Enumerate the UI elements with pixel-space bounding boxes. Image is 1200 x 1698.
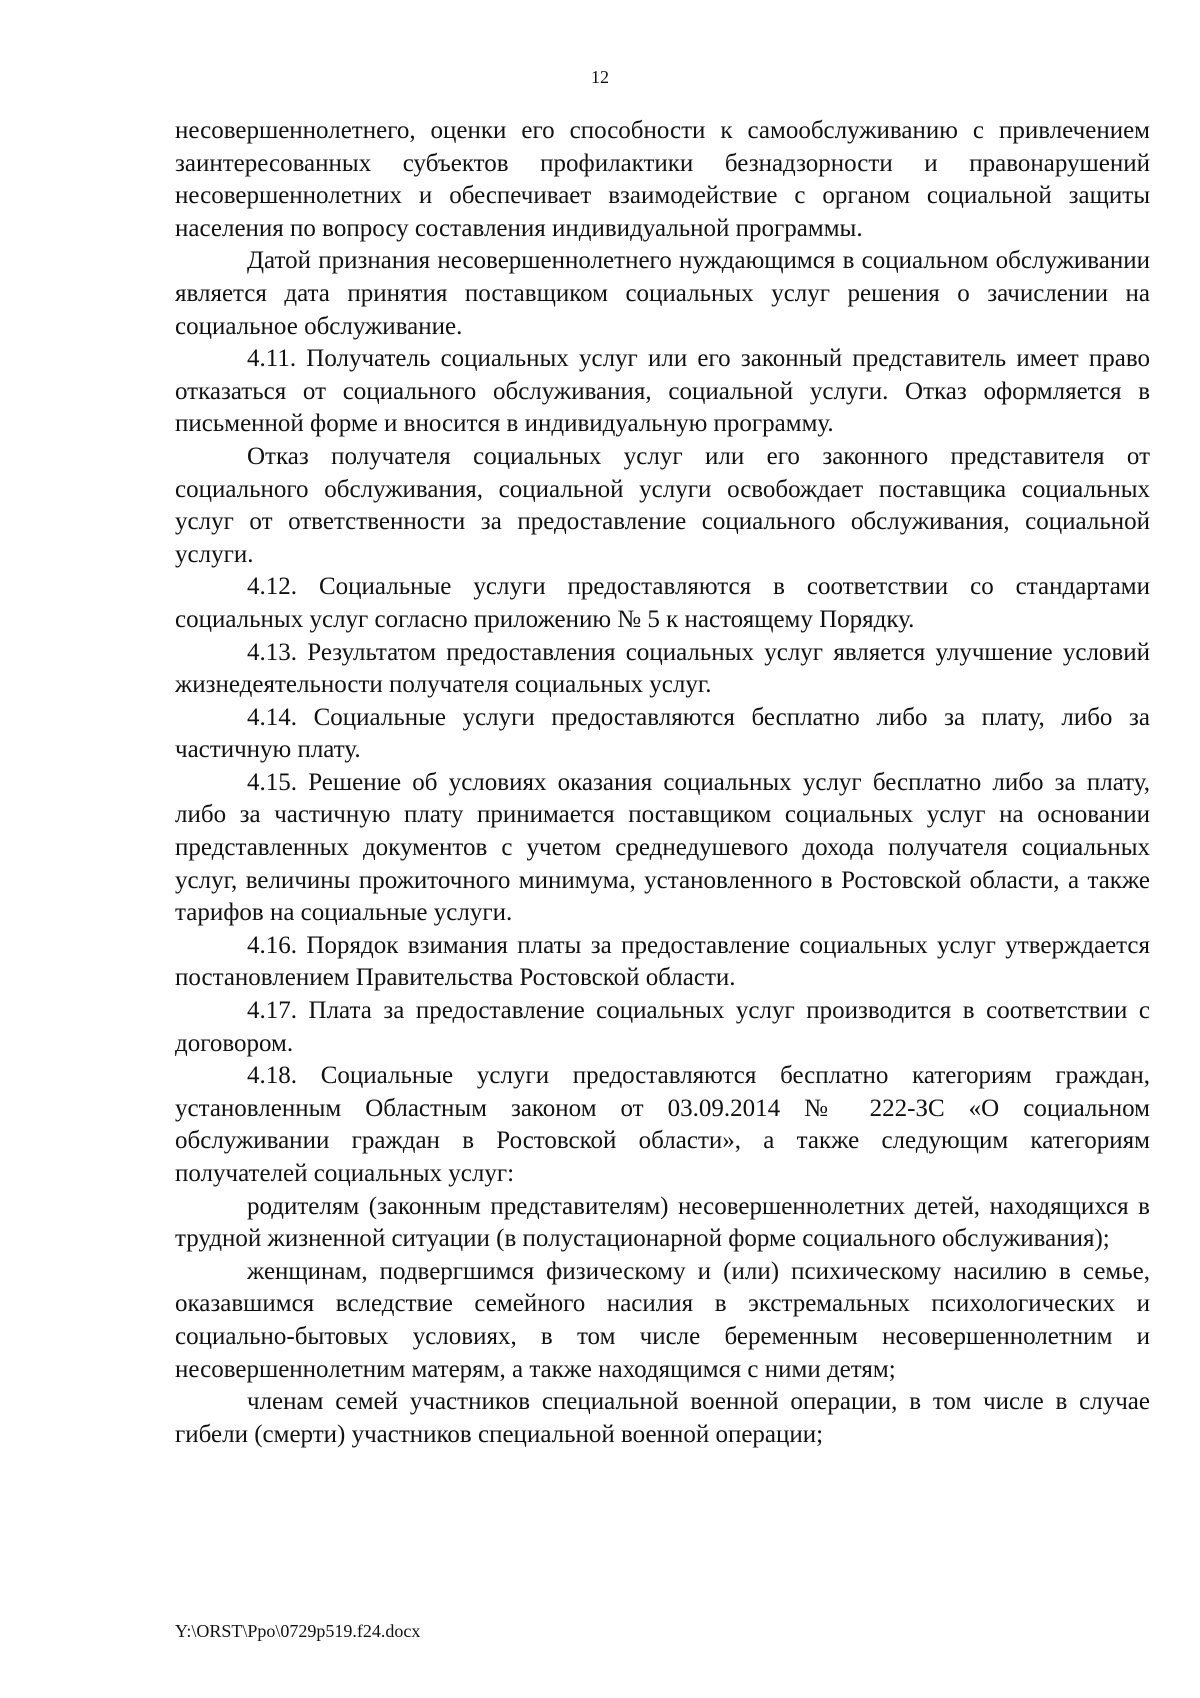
document-body: [175, 115, 1150, 1451]
paragraph-4-11: 4.11. Получатель социальных услуг или его законный представитель имеет право отказаться от социального обслуживания, социальной услуги. Отказ оформляется в письменной форме и вносится в индивидуальную программу.: [175, 345, 1150, 438]
paragraph-4-14: 4.14. Социальные услуги предоставляются бесплатно либо за плату, либо за частичную плату.: [175, 703, 1150, 764]
paragraph-4-18: 4.18. Социальные услуги предоставляются бесплатно категориям граждан, установленным Областным законом от 03.09.2014 № 222-ЗС «О социальном обслуживании граждан в Ростовской области», а также следующим категориям получателей социальных услуг:: [175, 1062, 1150, 1187]
paragraph-4-13: 4.13. Результатом предоставления социальных услуг является улучшение условий жизнедеятельности получателя социальных услуг.: [175, 638, 1150, 699]
footer-file-path: Y:\ORST\Ppo\0729p519.f24.docx: [175, 1621, 421, 1641]
paragraph-4-17: 4.17. Плата за предоставление социальных услуг производится в соответствии с договором.: [175, 997, 1150, 1057]
paragraph-women: женщинам, подвергшимся физическому и (или) психическому насилию в семье, оказавшимся вследствие семейного насилия в экстремальных психологических и социально-бытовых условиях, в том числе беременным несовершеннолетним и несовершеннолетним матерям, а также находящимся с ними детям;: [175, 1257, 1150, 1383]
paragraph-4-12: 4.12. Социальные услуги предоставляются в соответствии со стандартами социальных услуг согласно приложению № 5 к настоящему Порядку.: [175, 573, 1150, 633]
paragraph-refusal: Отказ получателя социальных услуг или его законного представителя от социального обслуживания, социальной услуги освобождает поставщика социальных услуг от ответственности за предоставление социального обслуживания, социальной услуги.: [175, 442, 1150, 568]
paragraph-continuation: несовершеннолетнего, оценки его способности к самообслуживанию с привлечением заинтересованных субъектов профилактики безнадзорности и правонарушений несовершеннолетних и обеспечивает взаимодействие с органом социальной защиты населения по вопросу составления индивидуальной программы.: [175, 117, 1150, 242]
page-number: 12: [591, 67, 609, 87]
paragraph-4-15: 4.15. Решение об условиях оказания социальных услуг бесплатно либо за плату, либо за частичную плату принимается поставщиком социальных услуг на основании представленных документов с учетом среднедушевого дохода получателя социальных услуг, величины прожиточного минимума, установленного в Ростовской области, а также тарифов на социальные услуги.: [175, 768, 1150, 927]
paragraph-4-16: 4.16. Порядок взимания платы за предоставление социальных услуг утверждается постановлением Правительства Ростовской области.: [175, 931, 1150, 992]
paragraph-svo-families: членам семей участников специальной военной операции, в том числе в случае гибели (смерти) участников специальной военной операции;: [175, 1388, 1150, 1448]
paragraph-recognition-date: Датой признания несовершеннолетнего нуждающимся в социальном обслуживании является дата принятия поставщиком социальных услуг решения о зачислении на социальное обслуживание.: [175, 247, 1150, 340]
paragraph-parents: родителям (законным представителям) несовершеннолетних детей, находящихся в трудной жизненной ситуации (в полустационарной форме социального обслуживания);: [175, 1192, 1150, 1253]
